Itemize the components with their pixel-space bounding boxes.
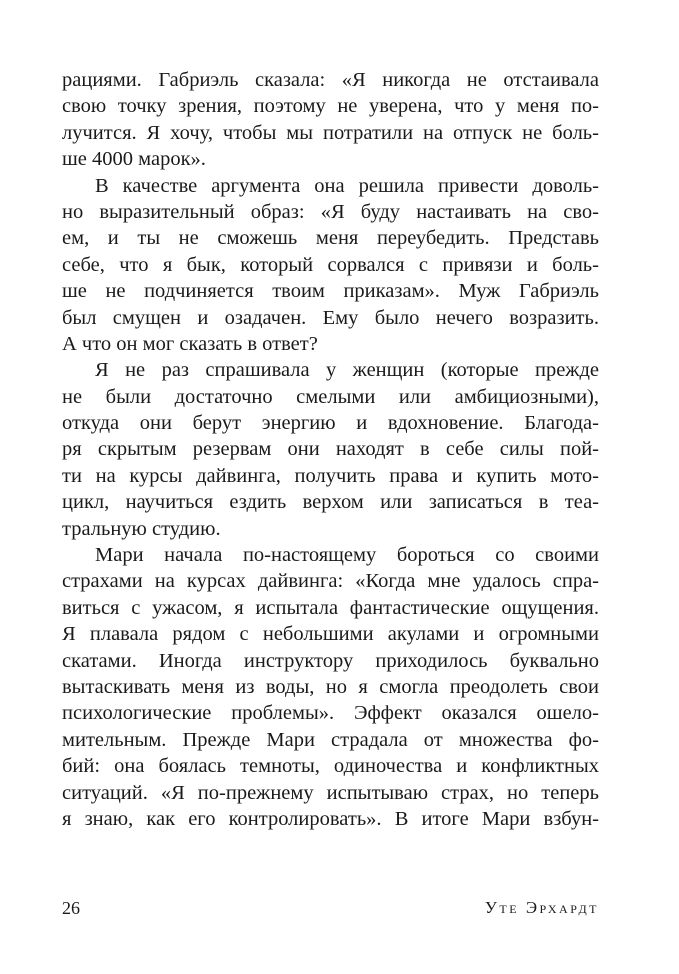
text-line: Я плавала рядом с небольшими акулами и огромными [62,623,599,646]
text-line: свою точку зрения, поэтому не уверена, что у меня по- [62,95,599,118]
text-line: страхами на курсах дайвинга: «Когда мне удалось спра- [62,570,599,593]
text-line: психологические проблемы». Эффект оказался ошело- [62,702,599,725]
running-author: Уте Эрхардт [484,898,599,917]
text-line: себе, что я бык, который сорвался с привязи и боль- [62,253,599,276]
text-line: рациями. Габриэль сказала: «Я никогда не отстаивала [62,69,599,91]
text-line: ше 4000 марок». [62,148,206,171]
text-line: виться с ужасом, я испытала фантастические ощущения. [62,596,599,619]
text-line: ситуаций. «Я по-прежнему испытываю страх, но теперь [62,781,599,804]
text-line: Мари начала по-настоящему бороться со своими [95,544,599,567]
text-line: В качестве аргумента она решила привести доволь- [95,174,599,197]
text-line: Я не раз спрашивала у женщин (которые прежде [95,359,599,382]
body-text [62,67,599,832]
text-line: ти на курсы дайвинга, получить права и купить мото- [62,464,599,487]
text-line: скатами. Иногда инструктору приходилось буквально [62,649,599,672]
text-line: бий: она боялась темноты, одиночества и конфликтных [62,755,599,778]
page-footer [62,896,599,920]
text-line: мительным. Прежде Мари страдала от множества фо- [62,728,599,751]
text-line: я знаю, как его контролировать». В итоге Мари взбун- [62,807,599,830]
text-line: ем, и ты не сможешь меня переубедить. Представь [62,227,599,250]
page-number: 26 [62,898,80,918]
text-line: ше не подчиняется твоим приказам». Муж Габриэль [62,280,599,303]
text-line: не были достаточно смелыми или амбициозными), [62,385,599,408]
text-line: тральную студию. [62,517,221,540]
text-line: лучится. Я хочу, чтобы мы потратили на отпуск не боль- [62,121,599,144]
text-line: цикл, научиться ездить верхом или записаться в теа- [62,491,599,514]
text-line: но выразительный образ: «Я буду настаивать на сво- [62,200,599,223]
text-line: А что он мог сказать в ответ? [62,332,318,355]
text-line: вытаскивать меня из воды, но я смогла преодолеть свои [62,675,599,698]
text-line: был смущен и озадачен. Ему было нечего возразить. [62,306,599,329]
text-line: ря скрытым резервам они находят в себе силы пой- [62,438,599,461]
text-line: откуда они берут энергию и вдохновение. Благода- [62,412,599,435]
